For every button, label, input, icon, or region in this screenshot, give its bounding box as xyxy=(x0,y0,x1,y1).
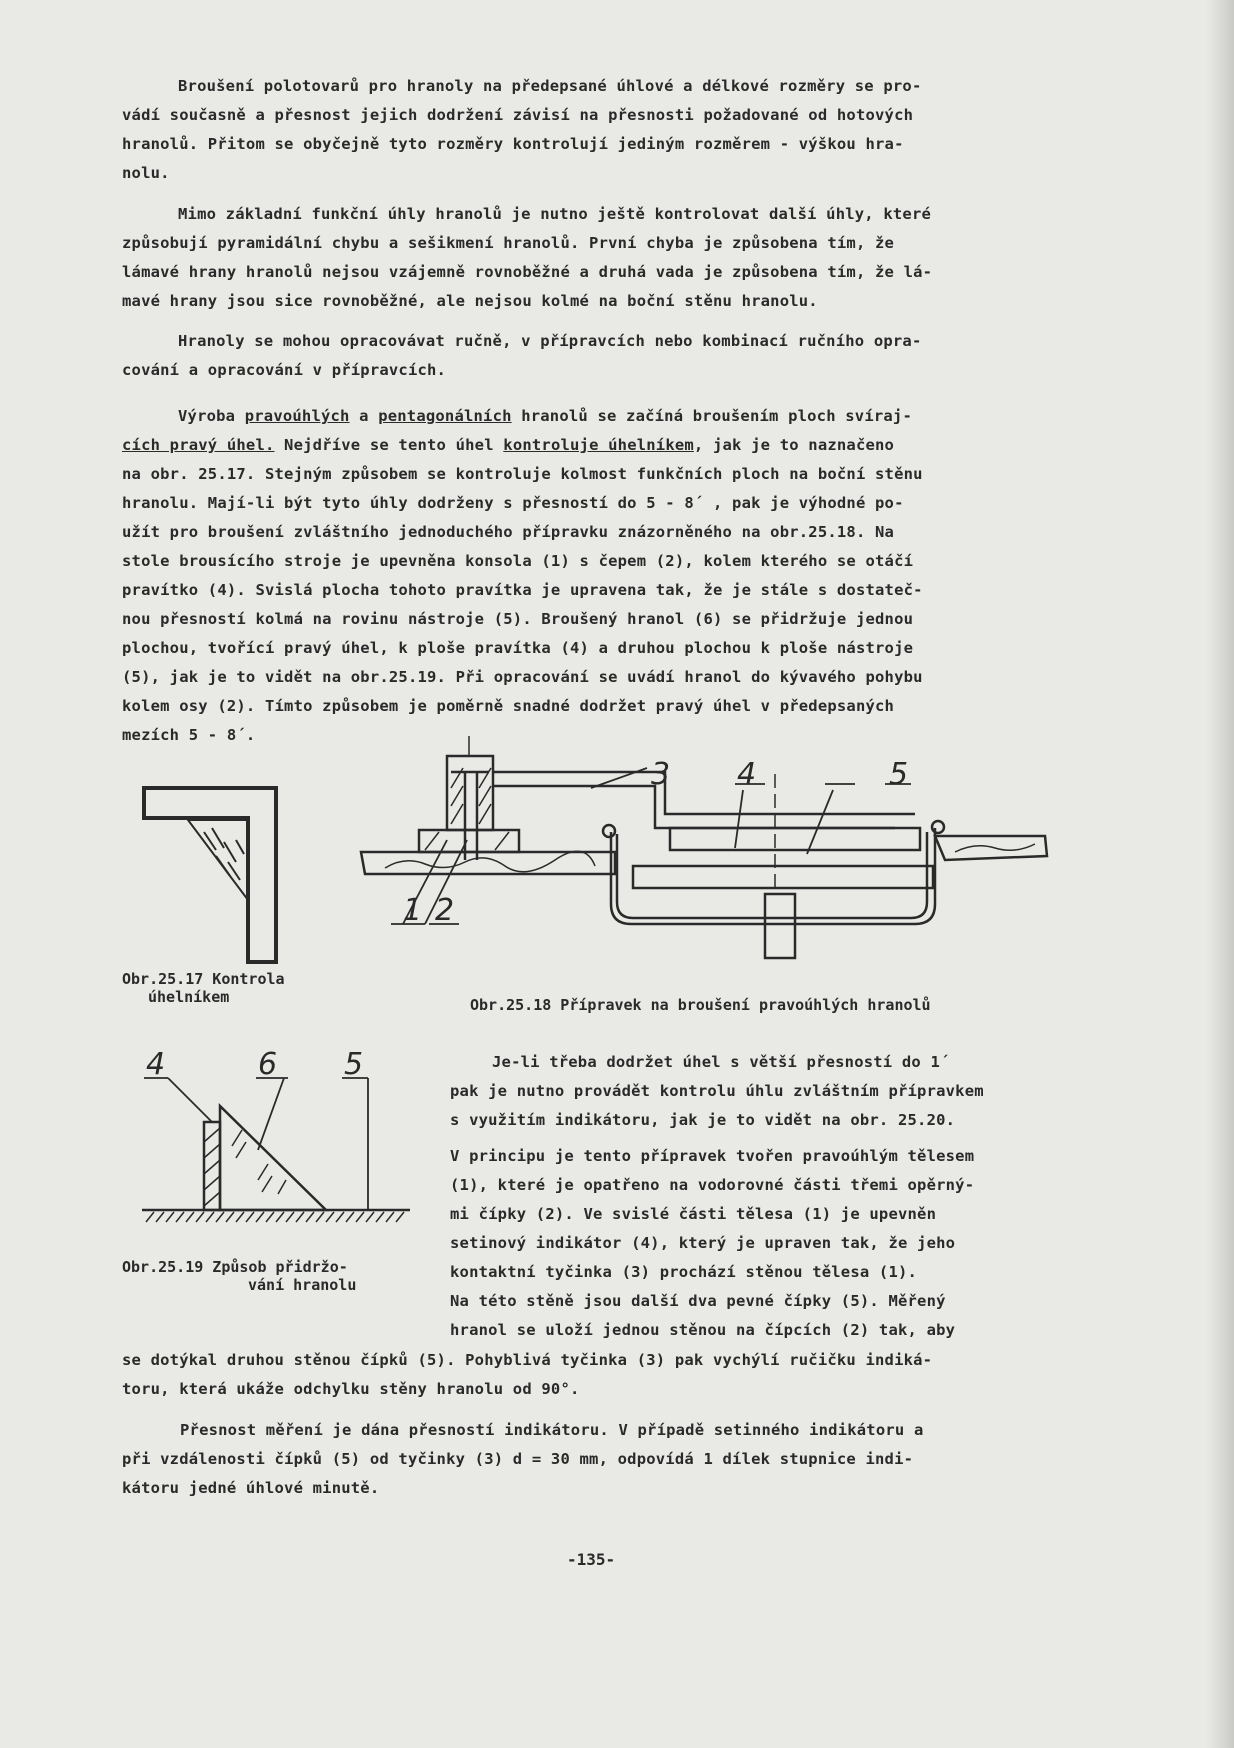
paragraph-4 xyxy=(122,402,1062,750)
text-line: Na této stěně jsou další dva pevné čípky (5). Měřený xyxy=(450,1292,946,1310)
text-run: Výroba xyxy=(178,407,245,425)
label-1: 1 xyxy=(403,893,423,928)
paragraph-1 xyxy=(122,72,1062,188)
text-line: mezích 5 - 8´. xyxy=(122,726,256,744)
text-line: (5), jak je to vidět na obr.25.19. Při opracování se uvádí hranol do kývavého pohybu xyxy=(122,668,923,686)
text-line: pravítko (4). Svislá plocha tohoto pravítka je upravena tak, že je stále s dostateč- xyxy=(122,581,923,599)
paragraph-2 xyxy=(122,200,1062,316)
text-line: setinový indikátor (4), který je upraven tak, že jeho xyxy=(450,1234,956,1252)
text-run: a xyxy=(349,407,379,425)
figure-25-19-caption xyxy=(122,1258,356,1294)
caption-line: Obr.25.17 Kontrola xyxy=(122,970,285,988)
text-line: cování a opracování v přípravcích. xyxy=(122,361,447,379)
text-line: s využitím indikátoru, jak je to vidět na obr. 25.20. xyxy=(450,1111,956,1129)
caption-line: Obr.25.18 Přípravek na broušení pravoúhlých hranolů xyxy=(470,996,931,1014)
label-5: 5 xyxy=(889,757,909,792)
text-line: Broušení polotovarů pro hranoly na předepsané úhlové a délkové rozměry se pro- xyxy=(178,77,922,95)
text-line: hranolu. Mají-li být tyto úhly dodrženy s přesností do 5 - 8´ , pak je výhodné po- xyxy=(122,494,904,512)
caption-line: vání hranolu xyxy=(248,1276,357,1294)
text-line: pak je nutno provádět kontrolu úhlu zvláštním přípravkem xyxy=(450,1082,984,1100)
figure-25-18-caption xyxy=(470,996,931,1014)
text-line: nolu. xyxy=(122,164,170,182)
figure-25-18-labels xyxy=(403,757,908,928)
text-line: lámavé hrany hranolů nejsou vzájemně rovnoběžné a druhá vada je způsobena tím, že lá- xyxy=(122,263,933,281)
text-run: hranolů se začíná broušením ploch svíraj- xyxy=(511,407,912,425)
text-line: stole brousícího stroje je upevněna konsola (1) s čepem (2), kolem kterého se otáčí xyxy=(122,552,914,570)
text-line: způsobují pyramidální chybu a sešikmení hranolů. První chyba je způsobena tím, že xyxy=(122,234,895,252)
text-line: plochou, tvořící pravý úhel, k ploše pravítka (4) a druhou plochou k ploše nástroje xyxy=(122,639,914,657)
underlined-term: pentagonálních xyxy=(378,407,512,425)
text-line: mi čípky (2). Ve svislé části tělesa (1) je upevněn xyxy=(450,1205,937,1223)
text-line: kátoru jedné úhlové minutě. xyxy=(122,1479,380,1497)
text-line: (1), které je opatřeno na vodorovné části třemi opěrný- xyxy=(450,1176,975,1194)
text-line: hranol se uloží jednou stěnou na čípcích (2) tak, aby xyxy=(450,1321,956,1339)
paragraph-8 xyxy=(122,1416,1062,1503)
label-5: 5 xyxy=(344,1047,364,1082)
figure-25-17-caption xyxy=(122,970,285,1006)
caption-line: Obr.25.19 Způsob přidržo- xyxy=(122,1258,348,1276)
page-edge-shadow xyxy=(1206,0,1234,1748)
text-line: kolem osy (2). Tímto způsobem je poměrně snadné dodržet pravý úhel v předepsaných xyxy=(122,697,895,715)
text-line: Přesnost měření je dána přesností indikátoru. V případě setinného indikátoru a xyxy=(180,1421,924,1439)
figure-25-19-holding-drawing xyxy=(138,1047,418,1230)
text-line: vádí současně a přesnost jejich dodržení závisí na přesnosti požadované od hotových xyxy=(122,106,914,124)
figure-25-18-fixture-drawing xyxy=(355,728,1055,960)
text-line: kontaktní tyčinka (3) prochází stěnou tělesa (1). xyxy=(450,1263,918,1281)
text-line: Mimo základní funkční úhly hranolů je nutno ještě kontrolovat další úhly, které xyxy=(178,205,932,223)
text-run: Nejdříve se tento úhel xyxy=(274,436,504,454)
text-line: toru, která ukáže odchylku stěny hranolu od 90°. xyxy=(122,1380,580,1398)
underlined-term: cích pravý úhel. xyxy=(122,436,275,454)
underlined-term: pravoúhlých xyxy=(244,407,350,425)
text-line: hranolů. Přitom se obyčejně tyto rozměry kontrolují jediným rozměrem - výškou hra- xyxy=(122,135,904,153)
label-6: 6 xyxy=(258,1047,278,1082)
underlined-term: kontroluje úhelníkem xyxy=(503,436,694,454)
paragraph-6 xyxy=(450,1142,1076,1345)
text-line: nou přesností kolmá na rovinu nástroje (5). Broušený hranol (6) se přidržuje jednou xyxy=(122,610,914,628)
text-line: mavé hrany jsou sice rovnoběžné, ale nejsou kolmé na boční stěnu hranolu. xyxy=(122,292,818,310)
figure-25-17-square-drawing xyxy=(140,780,290,970)
paragraph-7 xyxy=(122,1346,1062,1404)
text-line: užít pro broušení zvláštního jednoduchého přípravku znázorněného na obr.25.18. Na xyxy=(122,523,895,541)
label-2: 2 xyxy=(435,893,455,928)
text-line: Hranoly se mohou opracovávat ručně, v přípravcích nebo kombinací ručního opra- xyxy=(178,332,922,350)
caption-line: úhelníkem xyxy=(148,988,230,1006)
figure-25-19-labels xyxy=(146,1047,363,1082)
text-line xyxy=(122,402,1062,431)
page-number: -135- xyxy=(567,1550,616,1569)
label-4: 4 xyxy=(146,1047,166,1082)
text-line: při vzdálenosti čípků (5) od tyčinky (3) d = 30 mm, odpovídá 1 dílek stupnice indi- xyxy=(122,1450,914,1468)
text-line: V principu je tento přípravek tvořen pravoúhlým tělesem xyxy=(450,1147,975,1165)
text-line: se dotýkal druhou stěnou čípků (5). Pohyblivá tyčinka (3) pak vychýlí ručičku indiká- xyxy=(122,1351,933,1369)
text-run: , jak je to naznačeno xyxy=(693,436,895,454)
text-line: na obr. 25.17. Stejným způsobem se kontroluje kolmost funkčních ploch na boční stěnu xyxy=(122,465,923,483)
paragraph-5 xyxy=(450,1048,1076,1135)
label-3: 3 xyxy=(651,757,671,792)
label-4: 4 xyxy=(737,757,757,792)
text-line xyxy=(122,431,1062,460)
text-line: Je-li třeba dodržet úhel s větší přesností do 1´ xyxy=(492,1053,950,1071)
paragraph-3 xyxy=(122,327,1062,385)
